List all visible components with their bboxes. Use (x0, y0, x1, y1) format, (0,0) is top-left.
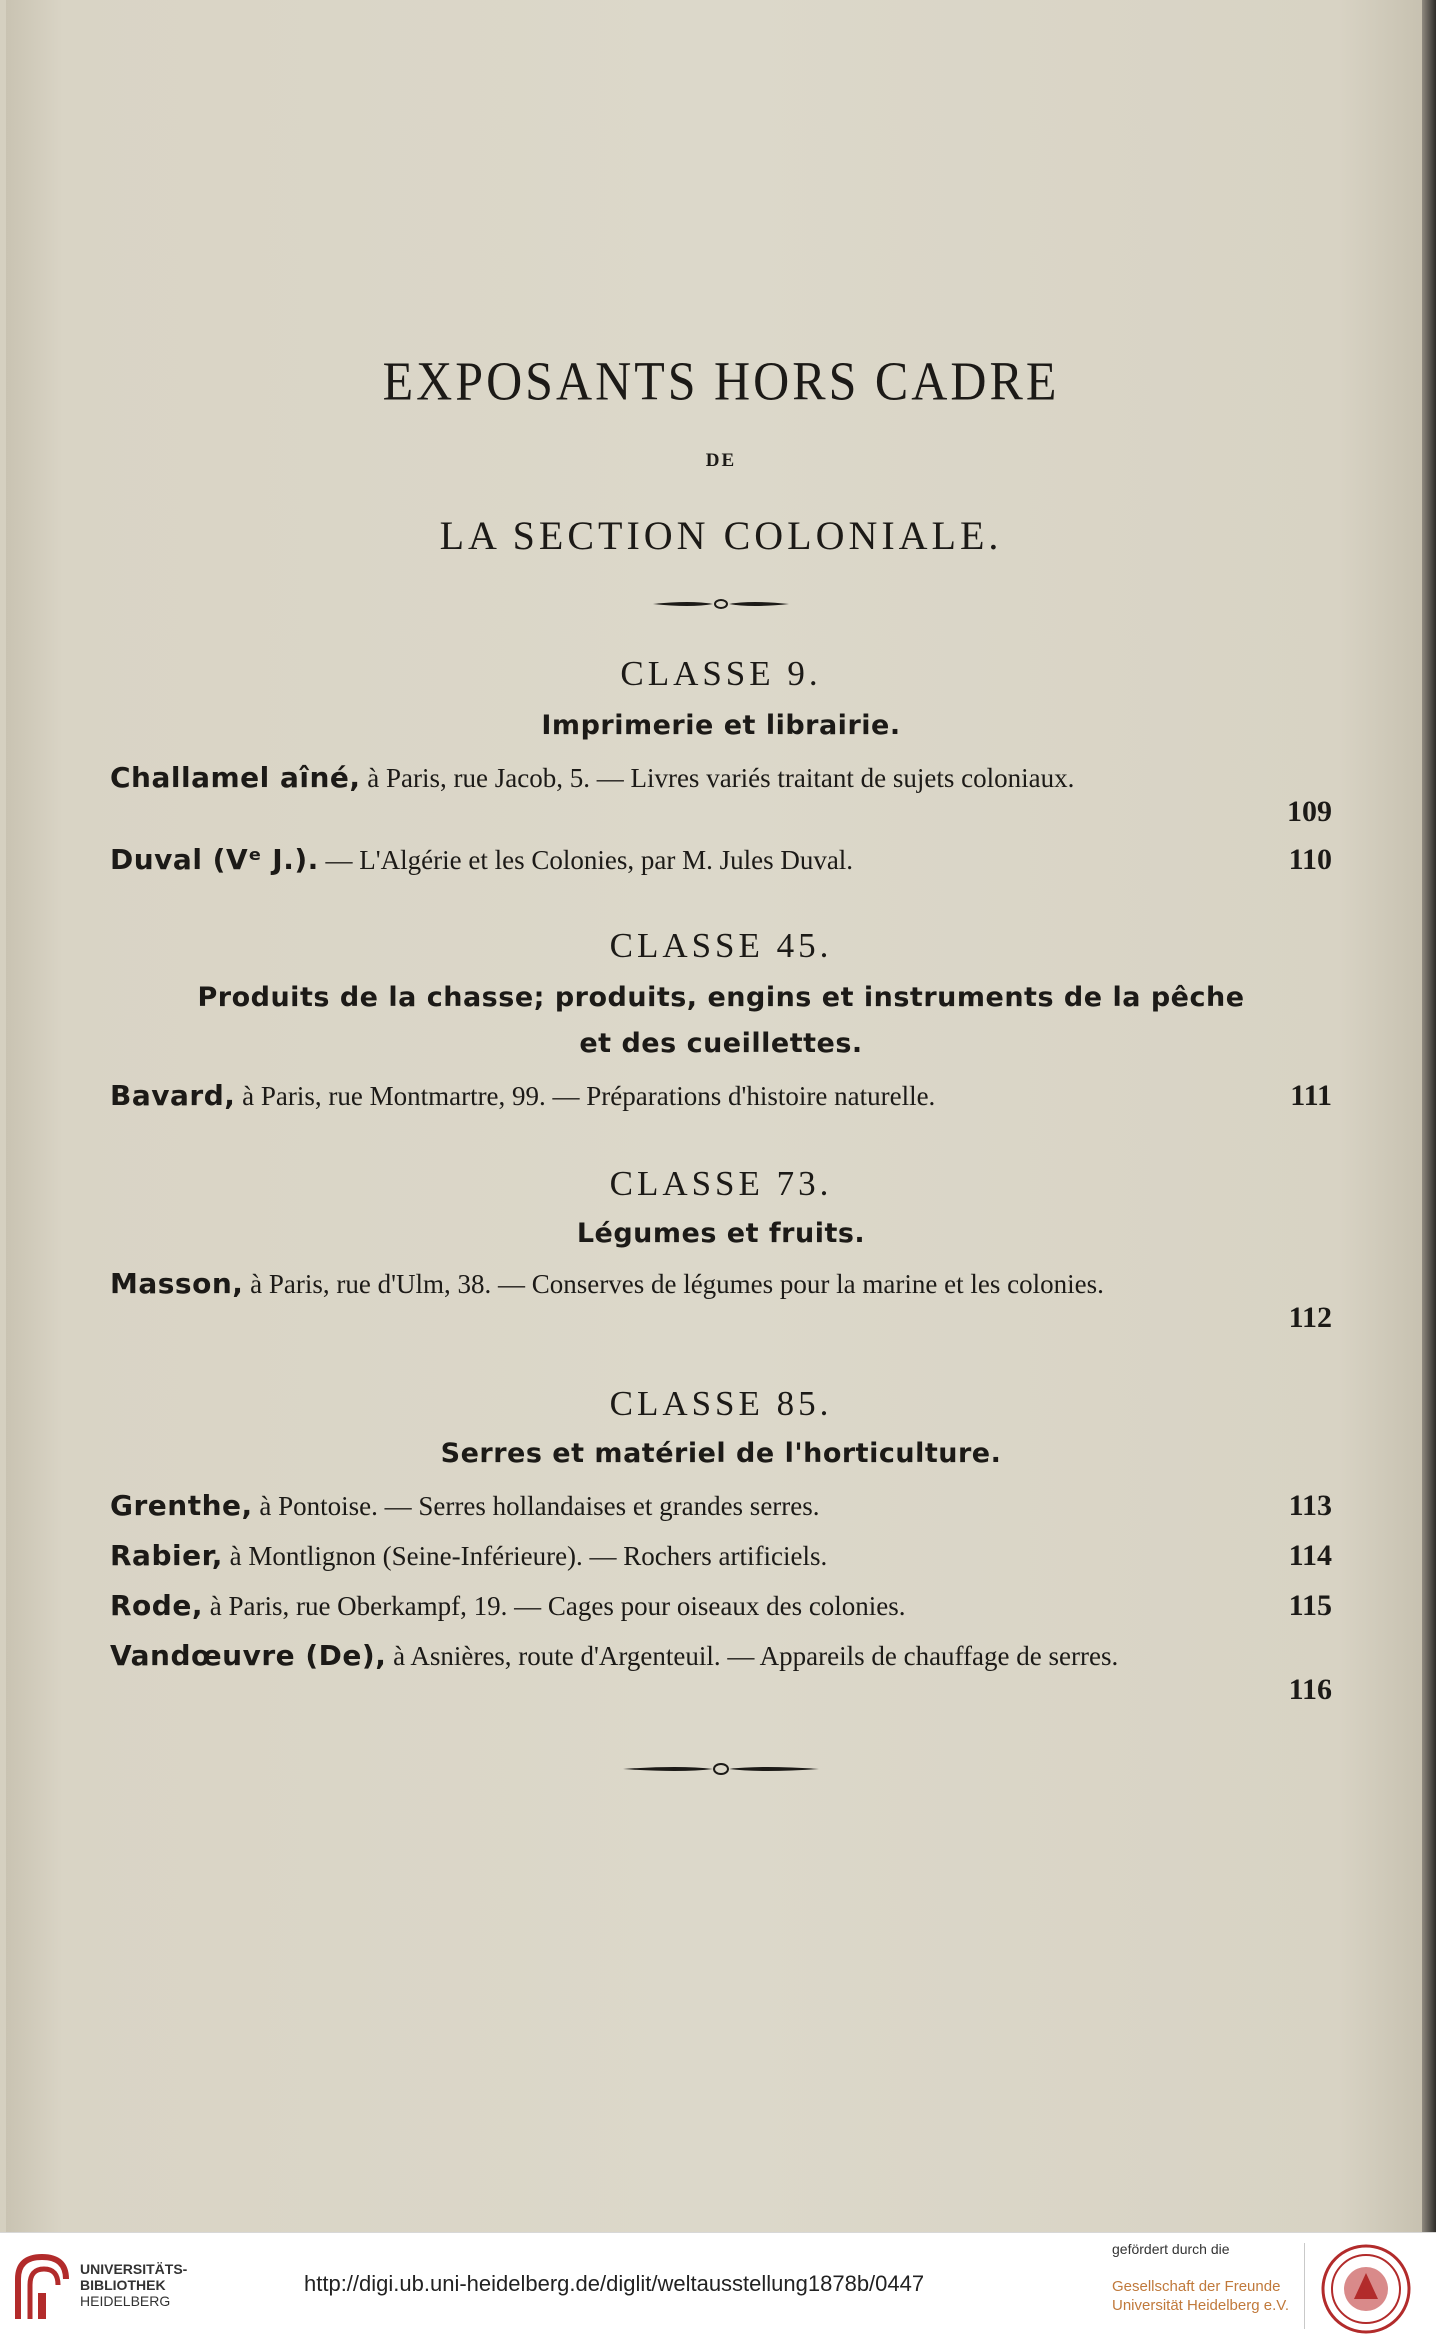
class-subheading-cont: et des cueillettes. (579, 1028, 863, 1059)
exhibitor-name: Duval (Vᵉ J.). (110, 843, 319, 876)
exhibitor-description: — L'Algérie et les Colonies, par M. Jules Duval. (318, 845, 854, 875)
class-heading: CLASSE 9. (620, 654, 822, 693)
exhibitor-name: Rabier, (110, 1539, 223, 1572)
class-subheading: Produits de la chasse; produits, engins et instruments de la pêche (197, 982, 1245, 1013)
exhibitor-number: 113 (1288, 1489, 1332, 1522)
exhibitor-name: Masson, (110, 1267, 244, 1300)
exhibitor-entry (110, 1266, 1332, 1334)
exhibitor-description: à Paris, rue Montmartre, 99. — Préparations d'histoire naturelle. (235, 1081, 936, 1111)
ornament-rule-icon (621, 1762, 821, 1776)
class-heading: CLASSE 45. (609, 926, 833, 965)
exhibitor-number: 109 (1287, 795, 1332, 828)
exhibitor-entry (110, 1078, 1332, 1114)
exhibitor-number: 114 (1288, 1539, 1332, 1572)
exhibitor-description: à Asnières, route d'Argenteuil. — Appareils de chauffage de serres. (386, 1641, 1119, 1671)
title-connector: DE (705, 450, 737, 471)
exhibitor-entry (110, 842, 1332, 878)
exhibitor-description: à Paris, rue Jacob, 5. — Livres variés traitant de sujets coloniaux. (360, 763, 1075, 793)
exhibitor-name: Bavard, (110, 1079, 236, 1112)
exhibitor-entry (110, 1538, 1332, 1574)
class-subheading: Légumes et fruits. (576, 1218, 866, 1249)
exhibitor-description: à Pontoise. — Serres hollandaises et grandes serres. (252, 1491, 820, 1521)
sponsor-label: gefördert durch die (1112, 2241, 1230, 2257)
ornament-divider-bottom (110, 1762, 1332, 1776)
viewer-footer (0, 2232, 1436, 2337)
exhibitor-entry (110, 1588, 1332, 1624)
exhibitor-number: 115 (1288, 1589, 1332, 1622)
class-heading: CLASSE 85. (609, 1384, 833, 1423)
page-subtitle: LA SECTION COLONIALE. (439, 513, 1003, 558)
exhibitor-name: Vandœuvre (De), (110, 1639, 387, 1672)
ornament-rule-icon (651, 598, 791, 610)
exhibitor-number: 110 (1288, 843, 1332, 876)
exhibitor-number: 111 (1290, 1079, 1332, 1112)
university-seal-icon (1320, 2243, 1412, 2335)
exhibitor-name: Grenthe, (110, 1489, 253, 1522)
exhibitor-number: 116 (1288, 1673, 1332, 1706)
exhibitor-name: Challamel aîné, (110, 761, 361, 794)
sponsor-name[interactable]: Gesellschaft der Freunde Universität Heidelberg e.V. (1112, 2278, 1290, 2314)
exhibitor-entry (110, 1488, 1332, 1524)
ornament-divider-top (110, 598, 1332, 610)
exhibitor-description: à Paris, rue d'Ulm, 38. — Conserves de légumes pour la marine et les colonies. (243, 1269, 1104, 1299)
class-subheading: Serres et matériel de l'horticulture. (440, 1438, 1002, 1469)
permalink-url[interactable]: http://digi.ub.uni-heidelberg.de/diglit/weltausstellung1878b/0447 (304, 2271, 925, 2296)
class-subheading: Imprimerie et librairie. (541, 710, 901, 741)
exhibitor-name: Rode, (110, 1589, 203, 1622)
class-heading: CLASSE 73. (609, 1164, 833, 1203)
library-name: UNIVERSITÄTS- BIBLIOTHEK HEIDELBERG (80, 2261, 188, 2309)
footer-divider (1304, 2243, 1305, 2329)
ub-heidelberg-logo-icon (12, 2249, 72, 2323)
paper-background (6, 0, 1424, 2232)
exhibitor-number: 112 (1288, 1301, 1332, 1334)
exhibitor-description: à Paris, rue Oberkampf, 19. — Cages pour oiseaux des colonies. (202, 1591, 906, 1621)
page-title: EXPOSANTS HORS CADRE (382, 350, 1060, 412)
exhibitor-description: à Montlignon (Seine-Inférieure). — Rochers artificiels. (222, 1541, 828, 1571)
exhibitor-entry (110, 760, 1332, 828)
page-edge-shadow (1422, 0, 1436, 2232)
exhibitor-entry (110, 1638, 1332, 1706)
